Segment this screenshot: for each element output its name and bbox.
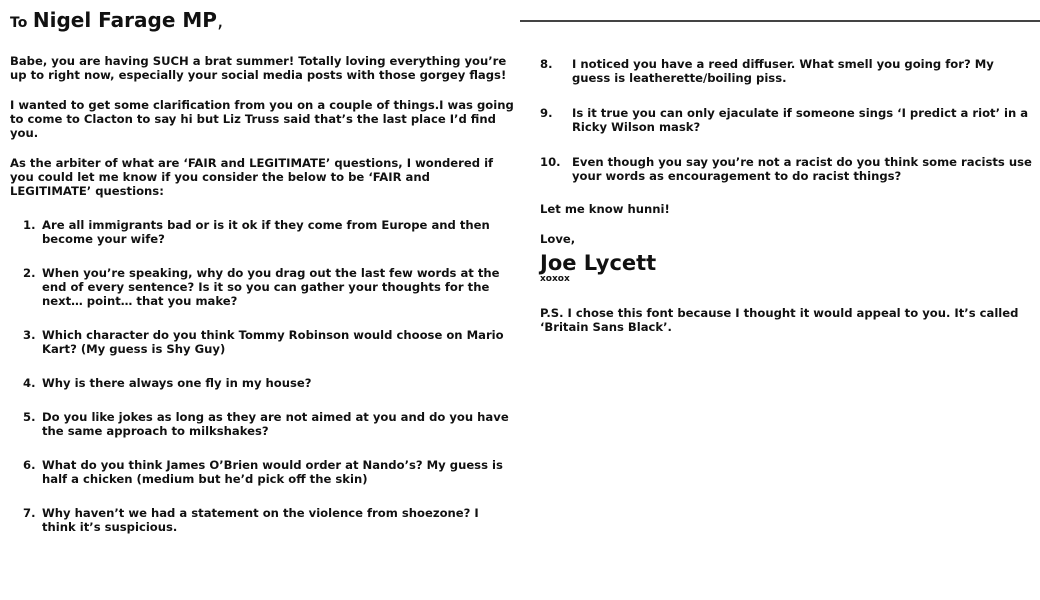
signature-name: Joe Lycett — [540, 251, 657, 275]
question-item — [23, 218, 515, 246]
question-number: 10. — [540, 155, 561, 169]
signoff-line: Let me know hunni! — [540, 202, 670, 216]
intro-paragraph-2: I wanted to get some clarification from you on a couple of things.I was going to come to Clacton to say hi but Liz Truss said that’s the last place I’d find you. — [10, 98, 514, 140]
heading-comma: , — [216, 8, 224, 32]
question-text: Are all immigrants bad or is it ok if they come from Europe and then become your wife? — [42, 218, 490, 246]
intro-paragraph-3: As the arbiter of what are ‘FAIR and LEGITIMATE’ questions, I wondered if you could let me know if you consider the below to be ‘FAIR and LEGITIMATE’ questions: — [10, 156, 494, 198]
recipient-name: Nigel Farage MP — [32, 8, 217, 32]
question-item — [540, 155, 1035, 183]
question-number: 4. — [23, 376, 36, 390]
intro-paragraph-1: Babe, you are having SUCH a brat summer! Totally loving everything you’re up to right now, especially your social media posts with those gorgey flags! — [10, 54, 507, 82]
question-number: 5. — [23, 410, 36, 424]
questions-list-left — [10, 218, 515, 534]
question-item — [23, 376, 515, 390]
question-number: 9. — [540, 106, 553, 120]
question-item — [23, 506, 515, 534]
question-number: 3. — [23, 328, 36, 342]
question-text: Why haven’t we had a statement on the violence from shoezone? I think it’s suspicious. — [42, 506, 479, 534]
question-item — [23, 328, 515, 356]
question-text: Why is there always one fly in my house? — [42, 376, 312, 390]
question-number: 6. — [23, 458, 36, 472]
letter-heading — [10, 8, 515, 35]
question-number: 1. — [23, 218, 36, 232]
question-text: Is it true you can only ejaculate if someone sings ‘I predict a riot’ in a Ricky Wilson mask? — [572, 106, 1029, 134]
question-number: 2. — [23, 266, 36, 280]
question-item — [23, 458, 515, 486]
letter-right-column — [540, 10, 1035, 334]
question-text: I noticed you have a reed diffuser. What smell you going for? My guess is leatherette/boiling piss. — [572, 57, 994, 85]
question-number: 7. — [23, 506, 36, 520]
question-text: What do you think James O’Brien would order at Nando’s? My guess is half a chicken (medium but he’d pick off the skin) — [42, 458, 503, 486]
question-item — [23, 410, 515, 438]
letter-left-column — [10, 8, 515, 554]
question-text: Even though you say you’re not a racist do you think some racists use your words as encouragement to do racist things? — [572, 155, 1032, 183]
question-number: 8. — [540, 57, 553, 71]
questions-list-right — [540, 57, 1035, 183]
question-item — [540, 57, 1035, 85]
question-text: When you’re speaking, why do you drag out the last few words at the end of every sentence? Is it so you can gather your thoughts for the next… point… that you make? — [42, 266, 500, 308]
question-item — [540, 106, 1035, 134]
heading-to: To — [10, 15, 28, 31]
question-item — [23, 266, 515, 308]
question-text: Which character do you think Tommy Robinson would choose on Mario Kart? (My guess is Shy Guy) — [42, 328, 504, 356]
signature-kisses: xoxox — [540, 274, 570, 284]
closing-line: Love, — [540, 232, 576, 246]
postscript: P.S. I chose this font because I thought it would appeal to you. It’s called ‘Britain Sans Black’. — [540, 306, 1019, 334]
question-text: Do you like jokes as long as they are not aimed at you and do you have the same approach to milkshakes? — [42, 410, 509, 438]
